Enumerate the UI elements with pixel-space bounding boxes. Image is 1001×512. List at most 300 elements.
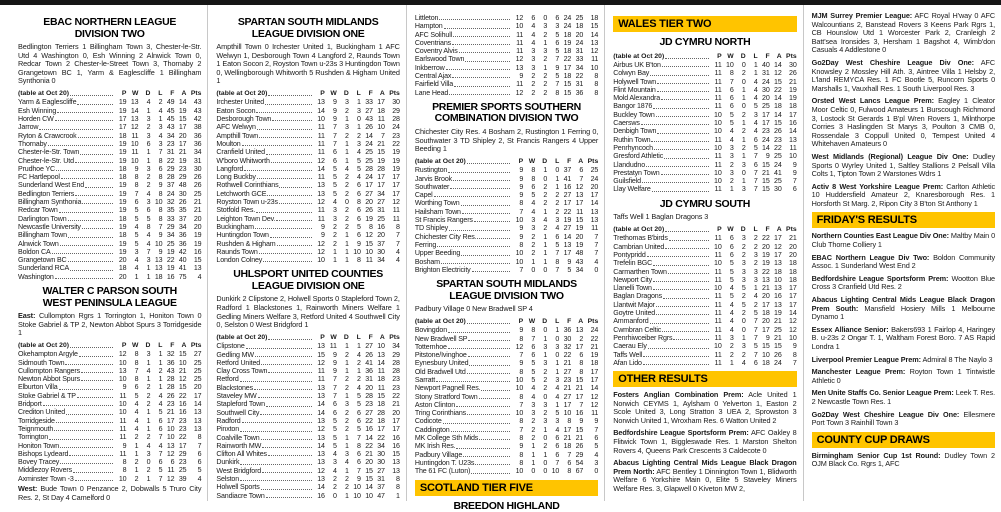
- stat-value: 25: [774, 152, 782, 161]
- leader-dots: [673, 334, 708, 340]
- stat-value: 19: [118, 106, 127, 115]
- team-name: Gedling MW: [216, 350, 254, 359]
- standings-table: [415, 14, 598, 97]
- stat-value: 7: [134, 189, 139, 198]
- stat-value: 22: [166, 256, 175, 265]
- stat-value: 7: [158, 148, 163, 157]
- stat-value: 4: [134, 264, 139, 273]
- stat-value: 1: [555, 326, 560, 335]
- team-name: Codicote: [414, 417, 442, 426]
- table-row: [613, 78, 796, 86]
- table-row: [613, 161, 796, 169]
- stat-value: 11: [377, 367, 385, 376]
- stat-value: 4: [134, 256, 139, 265]
- stat-value: 8: [146, 222, 151, 231]
- stat-value: 25: [365, 156, 373, 165]
- stat-value: 42: [178, 247, 187, 256]
- stat-value: 21: [575, 384, 584, 393]
- stat-value: 20: [178, 131, 187, 140]
- leader-dots: [456, 442, 510, 448]
- stat-value: 0: [543, 467, 548, 476]
- stat-value: 0: [741, 102, 746, 111]
- stat-value: 15: [563, 80, 572, 89]
- league-title-line: SPARTAN SOUTH MIDLANDS: [237, 16, 379, 28]
- stat-value: 11: [714, 350, 722, 359]
- team-name: Esh Winning: [18, 106, 57, 115]
- leader-dots: [468, 335, 510, 341]
- stat-value: 2: [357, 131, 361, 140]
- team-name: Long Buckby: [216, 173, 256, 182]
- column-header: A: [181, 89, 187, 97]
- table-row: [216, 198, 399, 206]
- stat-value: 8: [594, 88, 599, 97]
- team-name: Fairfield Villa: [414, 80, 454, 89]
- result-text: Ampthill Town 0 Irchester United 1, Buckingham 1 AFC Welwyn 1, Desborough Town 4 Langford 2, Raunds Town 1 Eaton Socon 2, Royston Town u-23s 3 Huntingdon Town 0, Wellingborough Whitworth 5 Rushden & Higham United 1: [216, 42, 400, 86]
- leader-dots: [60, 240, 114, 246]
- section-banner: [415, 480, 598, 496]
- result-lead: EBAC Northern League Div Two:: [811, 252, 930, 262]
- stat-value: 7: [519, 207, 524, 216]
- stat-value: 17: [563, 249, 572, 258]
- leader-dots: [254, 384, 312, 390]
- team-name: Irchester United: [216, 98, 265, 107]
- leader-dots: [653, 102, 708, 108]
- stat-value: 1: [146, 416, 151, 425]
- stat-value: 8: [594, 80, 599, 89]
- result-lead: Liverpool Premier League Prem:: [811, 354, 921, 364]
- result-lead: Essex Alliance Senior:: [811, 324, 889, 334]
- column-3: [406, 5, 604, 512]
- stat-value: 9: [357, 475, 361, 484]
- stat-value: 45: [166, 115, 175, 124]
- stat-value: 14: [789, 309, 797, 318]
- stat-value: 3: [146, 198, 151, 207]
- result-paragraph: [812, 411, 995, 428]
- result-lead: West:: [18, 484, 38, 494]
- stat-value: 12: [590, 47, 599, 56]
- leader-dots: [75, 475, 114, 481]
- stat-value: 21: [774, 333, 782, 342]
- stat-value: 3: [729, 143, 734, 152]
- stat-value: 6: [531, 182, 536, 191]
- stat-value: 23: [392, 375, 400, 384]
- stat-value: 8: [567, 467, 572, 476]
- table-row: [415, 442, 598, 450]
- team-name: Hailsham Town: [414, 207, 461, 216]
- stat-value: 15: [575, 375, 584, 384]
- league-title-line: LEAGUE DIVISION ONE: [251, 279, 365, 292]
- result-text: Bakers693 1 Fairlop 4, Haringey B. u-23s 2 Ongar T. 1, Waltham Forest Boro. 7 AS Rapid Londra 1: [811, 324, 996, 351]
- stat-value: 28: [392, 367, 400, 376]
- stat-value: 12: [317, 156, 325, 165]
- stat-value: 43: [575, 257, 584, 266]
- stat-value: 14: [774, 61, 782, 69]
- stat-value: 2: [741, 242, 746, 251]
- stat-value: 9: [519, 72, 524, 81]
- stat-value: 7: [753, 177, 758, 186]
- leader-dots: [643, 359, 709, 365]
- stat-value: 1: [146, 408, 151, 417]
- stat-value: 19: [563, 38, 572, 47]
- stat-value: 5: [729, 110, 734, 119]
- stat-value: 3: [729, 168, 734, 177]
- result-text: Acle United 1 Norwich CEYMS 1, Aylsham 0 Yelverton 1, Easton 2 Scole United 3, Long Stratton 3 UEA 2, Sprowston 3 Norwich United 1, Wroxham Res. 6 Watton United 2: [613, 390, 797, 425]
- stat-value: 4: [753, 127, 758, 136]
- stat-value: 17: [392, 416, 400, 425]
- stat-value: 4: [146, 231, 151, 240]
- team-name: Darlington Town: [18, 214, 67, 223]
- team-name: Thornaby: [18, 139, 47, 148]
- column-2: [207, 5, 405, 501]
- league-title: [415, 501, 598, 512]
- stat-value: 9: [158, 231, 163, 240]
- table-row: [216, 351, 399, 359]
- stat-value: 10: [515, 409, 524, 418]
- team-name: Cwmbran Celtic: [613, 325, 662, 334]
- stat-value: 0: [741, 77, 746, 86]
- stat-value: 6: [197, 449, 202, 458]
- stat-value: 3: [543, 359, 548, 368]
- team-name: Cranfield United: [216, 148, 265, 157]
- stat-value: 15: [365, 466, 373, 475]
- team-name: Ammanford: [613, 317, 649, 326]
- league-title-line: PREMIER SPORTS SOUTHERN: [432, 100, 581, 113]
- stat-value: 20: [377, 231, 385, 240]
- stat-value: 11: [714, 69, 722, 78]
- stat-value: 3: [543, 22, 548, 31]
- stat-value: 2: [146, 123, 151, 132]
- column-header: P: [121, 341, 127, 349]
- stat-value: 20: [789, 250, 797, 259]
- stat-value: 7: [753, 168, 758, 177]
- stat-value: 19: [762, 250, 770, 259]
- stat-value: 8: [519, 367, 524, 376]
- stat-value: 2: [729, 177, 734, 186]
- stat-value: 4: [158, 400, 163, 409]
- stat-value: 11: [714, 358, 722, 367]
- stat-value: 4: [333, 466, 337, 475]
- stat-value: 23: [392, 383, 400, 392]
- stat-value: 22: [178, 433, 187, 442]
- stat-value: 13: [392, 466, 400, 475]
- stat-value: 2: [543, 409, 548, 418]
- stat-value: 14: [563, 232, 572, 241]
- stat-value: 2: [345, 214, 349, 223]
- team-name: Jarrow: [18, 123, 39, 132]
- stat-value: 8: [531, 166, 536, 175]
- table-row: [216, 442, 399, 450]
- stat-value: 19: [789, 85, 797, 94]
- column-header: A: [578, 157, 584, 165]
- stat-value: 17: [575, 342, 584, 351]
- stat-value: 6: [357, 214, 361, 223]
- table-row: [415, 258, 598, 266]
- table-header: [415, 317, 598, 327]
- leader-dots: [256, 107, 311, 113]
- leader-dots: [255, 351, 312, 357]
- stat-value: 21: [762, 284, 770, 293]
- stat-value: 1: [543, 63, 548, 72]
- stat-value: 6: [531, 351, 536, 360]
- stat-value: 3: [543, 47, 548, 56]
- team-name: W'boro Whitworth: [216, 156, 270, 165]
- stat-value: 7: [555, 265, 560, 274]
- table-row: [613, 111, 796, 119]
- stat-value: 2: [579, 334, 584, 343]
- stat-value: 22: [365, 416, 373, 425]
- table-row: [216, 231, 399, 239]
- leader-dots: [49, 433, 113, 439]
- table-row: [216, 206, 399, 214]
- stat-value: 14: [590, 30, 599, 39]
- stat-value: 2: [146, 400, 151, 409]
- team-name: Central Ajax: [414, 72, 452, 81]
- leader-dots: [68, 256, 114, 262]
- stat-value: 14: [317, 441, 325, 450]
- stat-value: 23: [178, 416, 187, 425]
- stat-value: 1: [741, 94, 746, 103]
- stat-value: 8: [134, 350, 139, 359]
- table-row: [415, 89, 598, 97]
- stat-value: 4: [729, 309, 734, 318]
- league-title: [216, 269, 399, 292]
- standings-table: [613, 225, 796, 367]
- team-name: Blackstones: [216, 383, 254, 392]
- stat-value: 34: [178, 222, 187, 231]
- stat-value: 1: [543, 257, 548, 266]
- leader-dots: [449, 224, 510, 230]
- team-name: Sidmouth Town: [18, 358, 65, 367]
- result-text: Ellesmere Port Town 3 Rainhill Town 3: [811, 409, 996, 428]
- leader-dots: [82, 198, 113, 204]
- stat-value: 43: [166, 123, 175, 132]
- leader-dots: [85, 181, 113, 187]
- stat-value: 12: [317, 466, 325, 475]
- leader-dots: [80, 148, 113, 154]
- stat-value: 8: [369, 222, 373, 231]
- table-row: [415, 451, 598, 459]
- table-row: [415, 368, 598, 376]
- team-name: Colwyn Bay: [613, 69, 650, 78]
- stat-value: 10: [714, 143, 722, 152]
- stat-value: 3: [333, 214, 337, 223]
- stat-value: 2: [543, 384, 548, 393]
- stat-value: 2: [345, 375, 349, 384]
- table-row: [18, 148, 201, 156]
- stat-value: 1: [396, 491, 400, 500]
- league-title-line: EBAC NORTHERN LEAGUE: [43, 16, 177, 28]
- team-name: Newton Abbot Spurs: [18, 375, 80, 384]
- result-paragraph: [812, 232, 995, 249]
- table-row: [216, 98, 399, 106]
- stat-value: 19: [392, 164, 400, 173]
- table-row: [216, 417, 399, 425]
- leader-dots: [479, 434, 510, 440]
- leader-dots: [453, 31, 510, 37]
- stat-value: 10: [178, 358, 187, 367]
- stat-value: 11: [317, 367, 325, 376]
- stat-value: 7: [333, 123, 337, 132]
- stat-value: 5: [729, 275, 734, 284]
- column-4: [604, 5, 802, 501]
- stat-value: 13: [774, 259, 782, 268]
- stat-value: 23: [166, 139, 175, 148]
- stat-value: 8: [519, 240, 524, 249]
- stat-value: 24: [774, 358, 782, 367]
- stat-value: 11: [714, 333, 722, 342]
- column-header: P: [320, 89, 325, 97]
- table-header-label: (table at Oct 20): [613, 225, 665, 233]
- stat-value: 17: [178, 139, 187, 148]
- stat-value: 16: [575, 409, 584, 418]
- league-title-line: WALTER C PARSON SOUTH: [42, 285, 177, 297]
- stat-value: 9: [321, 222, 325, 231]
- stat-value: 17: [774, 234, 782, 243]
- stat-value: 17: [789, 300, 797, 309]
- stat-value: 9: [333, 106, 337, 115]
- stat-value: 9: [519, 224, 524, 233]
- stat-value: 5: [531, 191, 536, 200]
- leader-dots: [259, 248, 312, 254]
- leader-dots: [456, 401, 510, 407]
- stat-value: 18: [563, 47, 572, 56]
- team-name: Old Bradwell Utd: [414, 367, 466, 376]
- stat-value: 11: [317, 206, 325, 215]
- team-name: Upper Beeding: [414, 249, 461, 258]
- standings-table: [216, 89, 399, 264]
- stat-value: 1: [729, 358, 734, 367]
- result-paragraph: [812, 368, 995, 385]
- stat-value: 6: [357, 181, 361, 190]
- leader-dots: [240, 458, 311, 464]
- stat-value: 14: [317, 106, 325, 115]
- stat-value: 11: [714, 250, 722, 259]
- stat-value: 6: [333, 148, 337, 157]
- leader-dots: [467, 368, 511, 374]
- stat-value: 2: [543, 80, 548, 89]
- stat-value: 11: [392, 206, 400, 215]
- leader-dots: [656, 301, 709, 307]
- stat-value: 11: [714, 152, 722, 161]
- team-name: Grangetown BC: [18, 256, 67, 265]
- team-name: Lane Head: [414, 88, 449, 97]
- stat-value: 10: [377, 342, 385, 351]
- table-row: [613, 292, 796, 300]
- team-name: Totternhoe: [414, 342, 447, 351]
- stat-value: 29: [392, 350, 400, 359]
- stat-value: 1: [345, 247, 349, 256]
- team-name: Bishops Lydeard: [18, 449, 69, 458]
- table-header: [613, 225, 796, 235]
- result-paragraph: [812, 275, 995, 292]
- stat-value: 10: [353, 247, 361, 256]
- leader-dots: [463, 451, 510, 457]
- stat-value: 25: [193, 375, 202, 384]
- leader-dots: [444, 22, 511, 28]
- stat-value: 48: [178, 181, 187, 190]
- stat-value: 1: [543, 351, 548, 360]
- leader-dots: [279, 198, 312, 204]
- stat-value: 2: [333, 239, 337, 248]
- stat-value: 18: [563, 442, 572, 451]
- stat-value: 17: [762, 119, 770, 128]
- team-name: Tring Corinthians: [414, 409, 467, 418]
- team-name: Pinxton: [216, 425, 240, 434]
- leader-dots: [654, 144, 709, 150]
- stat-value: 6: [357, 450, 361, 459]
- column-header: F: [567, 157, 572, 165]
- stat-value: 11: [714, 85, 722, 94]
- team-name: Clifton All Whites: [216, 450, 267, 459]
- stat-value: 5: [531, 367, 536, 376]
- stat-value: 2: [345, 475, 349, 484]
- stat-value: 2: [357, 375, 361, 384]
- stat-value: 13: [590, 216, 599, 225]
- team-name: Baglan Dragons: [613, 292, 662, 301]
- column-header: P: [518, 157, 524, 165]
- stat-value: 8: [396, 475, 400, 484]
- stat-value: 21: [377, 139, 385, 148]
- table-row: [415, 233, 598, 241]
- stat-value: 27: [365, 106, 373, 115]
- leader-dots: [268, 367, 312, 373]
- stat-value: 17: [193, 391, 202, 400]
- stat-value: 6: [146, 139, 151, 148]
- stat-value: 6: [158, 424, 163, 433]
- league-title-line: COMBINATION DIVISION TWO: [434, 112, 579, 125]
- table-header: [216, 333, 399, 343]
- table-header: [613, 52, 796, 62]
- team-name: Chester-le-Str. Utd: [18, 156, 74, 165]
- stat-value: 11: [317, 173, 325, 182]
- stat-value: 12: [166, 474, 175, 483]
- table-row: [415, 199, 598, 207]
- stat-value: 15: [365, 475, 373, 484]
- stat-value: 11: [317, 131, 325, 140]
- stat-value: 4: [753, 85, 758, 94]
- stat-value: 11: [516, 80, 524, 89]
- stat-value: 6: [594, 434, 599, 443]
- stat-value: 18: [118, 131, 127, 140]
- team-name: Coventrians: [414, 38, 452, 47]
- team-name: Stoke Gabriel & TP: [18, 391, 76, 400]
- stat-value: 7: [792, 177, 797, 186]
- stat-value: 15: [774, 77, 782, 86]
- result-paragraph: [812, 97, 995, 149]
- stat-value: 6: [729, 250, 734, 259]
- stat-value: 2: [345, 483, 349, 492]
- result-lead: Orsted West Lancs League Prem:: [811, 96, 934, 106]
- stat-value: 20: [365, 198, 373, 207]
- table-row: [18, 256, 201, 264]
- stat-value: 5: [333, 173, 337, 182]
- stat-value: 13: [575, 191, 584, 200]
- stat-value: 34: [193, 148, 202, 157]
- stat-value: 5: [158, 408, 163, 417]
- stat-value: 3: [555, 216, 560, 225]
- leader-dots: [657, 127, 708, 133]
- league-title-line: LEAGUE DIVISION ONE: [251, 27, 365, 40]
- leader-dots: [272, 115, 312, 121]
- stat-value: 18: [575, 22, 584, 31]
- result-lead: Abacus Lighting Central Mids League Black Dragon Prem North:: [613, 458, 797, 476]
- table-row: [18, 392, 201, 400]
- leader-dots: [56, 417, 114, 423]
- stat-value: 4: [146, 441, 151, 450]
- stat-value: 3: [555, 375, 560, 384]
- stat-value: 23: [365, 400, 373, 409]
- stat-value: 34: [575, 63, 584, 72]
